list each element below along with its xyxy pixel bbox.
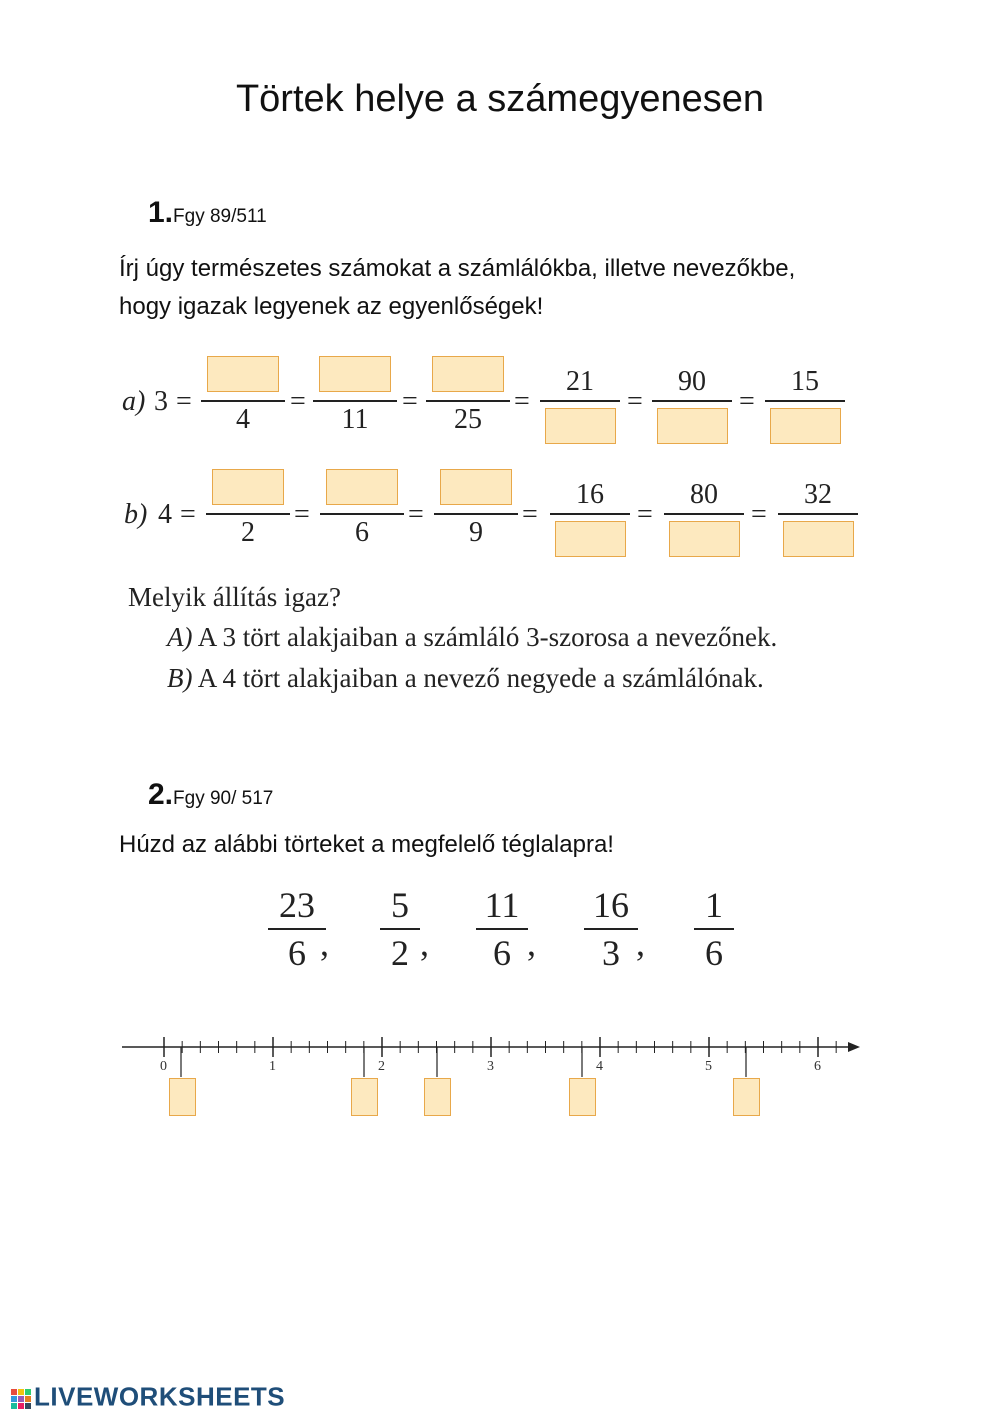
fraction-bar (313, 400, 397, 402)
fraction-bar (540, 400, 620, 402)
number-line (0, 1025, 1000, 1125)
exercise-2-ref: Fgy 90/ 517 (173, 788, 274, 809)
option-b-text: A 4 tört alakjaiban a nevező negyede a számlálónak. (197, 663, 764, 693)
fraction-bar (550, 513, 630, 515)
exercise-1-header (148, 196, 267, 230)
row-a-whole: 3 (154, 386, 168, 417)
row-a-label: a) (122, 386, 146, 417)
exercise-1-number: 1. (148, 196, 174, 229)
separator-comma: , (420, 923, 429, 963)
drop-zone[interactable] (351, 1078, 378, 1116)
drop-zone[interactable] (569, 1078, 596, 1116)
fraction-bar (476, 928, 528, 930)
axis-arrow-icon (848, 1042, 860, 1052)
fraction-bar (584, 928, 638, 930)
axis-label: 6 (814, 1059, 821, 1074)
drop-zone[interactable] (424, 1078, 451, 1116)
equals-sign: = (402, 386, 418, 417)
denominator-input-box[interactable] (657, 408, 728, 444)
fraction-bar (652, 400, 732, 402)
option-b[interactable] (167, 663, 764, 694)
exercise-2-instruction: Húzd az alábbi törteket a megfelelő téglalapra! (119, 831, 614, 858)
numerator: 90 (678, 366, 706, 397)
fraction-bar (320, 513, 404, 515)
drop-zone[interactable] (733, 1078, 760, 1116)
denominator-input-box[interactable] (783, 521, 854, 557)
denominator: 2 (241, 517, 255, 548)
draggable-fraction[interactable] (694, 884, 734, 974)
fraction-numerator: 16 (593, 885, 629, 925)
option-a[interactable] (167, 622, 777, 653)
numerator-input-box[interactable] (440, 469, 512, 505)
equals-sign: = (627, 386, 643, 417)
fraction-bar (694, 928, 734, 930)
instruction-line-1: Írj úgy természetes számokat a számlálókba, illetve nevezőkbe, (119, 255, 796, 282)
denominator: 25 (454, 404, 482, 435)
option-b-label: B) (167, 663, 193, 693)
fraction-bar (426, 400, 510, 402)
axis-label: 2 (378, 1059, 385, 1074)
separator-comma: , (636, 923, 645, 963)
numerator: 16 (576, 479, 604, 510)
fraction-numerator: 11 (484, 885, 520, 925)
denominator-input-box[interactable] (545, 408, 616, 444)
instruction-line-2: hogy igazak legyenek az egyenlőségek! (119, 293, 544, 320)
fraction-bar (268, 928, 326, 930)
axis-label: 3 (487, 1059, 494, 1074)
fraction-denominator: 2 (391, 932, 409, 973)
numerator: 80 (690, 479, 718, 510)
option-a-label: A) (167, 622, 193, 652)
fraction-bar (206, 513, 290, 515)
axis-label: 0 (160, 1059, 167, 1074)
exercise-1-ref: Fgy 89/511 (173, 206, 267, 227)
numerator: 32 (804, 479, 832, 510)
denominator: 6 (355, 517, 369, 548)
numerator: 21 (566, 366, 594, 397)
fraction-numerator: 1 (705, 885, 723, 925)
fraction-bar (765, 400, 845, 402)
fraction-numerator: 23 (279, 885, 315, 925)
equals-sign: = (180, 499, 196, 530)
separator-comma: , (320, 923, 329, 963)
axis-label: 5 (705, 1059, 712, 1074)
fraction-bar (434, 513, 518, 515)
equals-sign: = (290, 386, 306, 417)
numerator-input-box[interactable] (326, 469, 398, 505)
fraction-bar (380, 928, 420, 930)
draggable-fraction[interactable] (268, 884, 326, 974)
equals-sign: = (637, 499, 653, 530)
liveworksheets-logo-icon (10, 1386, 32, 1408)
denominator-input-box[interactable] (770, 408, 841, 444)
fraction-denominator: 6 (493, 932, 511, 973)
page-title: Törtek helye a számegyenesen (235, 78, 765, 120)
option-a-text: A 3 tört alakjaiban a számláló 3-szorosa a nevezőnek. (197, 622, 778, 652)
equals-sign: = (514, 386, 530, 417)
exercise-1-instruction (119, 250, 795, 326)
numerator-input-box[interactable] (432, 356, 504, 392)
fraction-bar (664, 513, 744, 515)
row-b-whole: 4 (158, 499, 172, 530)
equals-sign: = (294, 499, 310, 530)
fraction-numerator: 5 (391, 885, 409, 925)
numerator-input-box[interactable] (319, 356, 391, 392)
axis-label: 4 (596, 1059, 603, 1074)
denominator: 4 (236, 404, 250, 435)
numerator-input-box[interactable] (212, 469, 284, 505)
exercise-2-number: 2. (148, 778, 174, 811)
drop-zone[interactable] (169, 1078, 196, 1116)
brand-footer (10, 1380, 285, 1413)
axis-label: 1 (269, 1059, 276, 1074)
draggable-fraction[interactable] (380, 884, 420, 974)
question-text: Melyik állítás igaz? (128, 582, 341, 612)
fraction-bar (201, 400, 285, 402)
fraction-denominator: 6 (705, 932, 723, 973)
equals-sign: = (739, 386, 755, 417)
fraction-bar (778, 513, 858, 515)
equals-sign: = (176, 386, 192, 417)
separator-comma: , (527, 923, 536, 963)
denominator-input-box[interactable] (669, 521, 740, 557)
equals-sign: = (751, 499, 767, 530)
numerator: 15 (791, 366, 819, 397)
brand-text: LIVEWORKSHEETS (34, 1381, 286, 1412)
row-b-label: b) (124, 499, 148, 530)
equals-sign: = (522, 499, 538, 530)
fraction-denominator: 6 (288, 932, 306, 973)
exercise-2-header (148, 778, 273, 812)
numerator-input-box[interactable] (207, 356, 279, 392)
denominator-input-box[interactable] (555, 521, 626, 557)
equals-sign: = (408, 499, 424, 530)
draggable-fraction[interactable] (584, 884, 638, 974)
denominator: 11 (341, 404, 369, 435)
denominator: 9 (469, 517, 483, 548)
fraction-denominator: 3 (602, 932, 620, 973)
draggable-fraction[interactable] (476, 884, 528, 974)
